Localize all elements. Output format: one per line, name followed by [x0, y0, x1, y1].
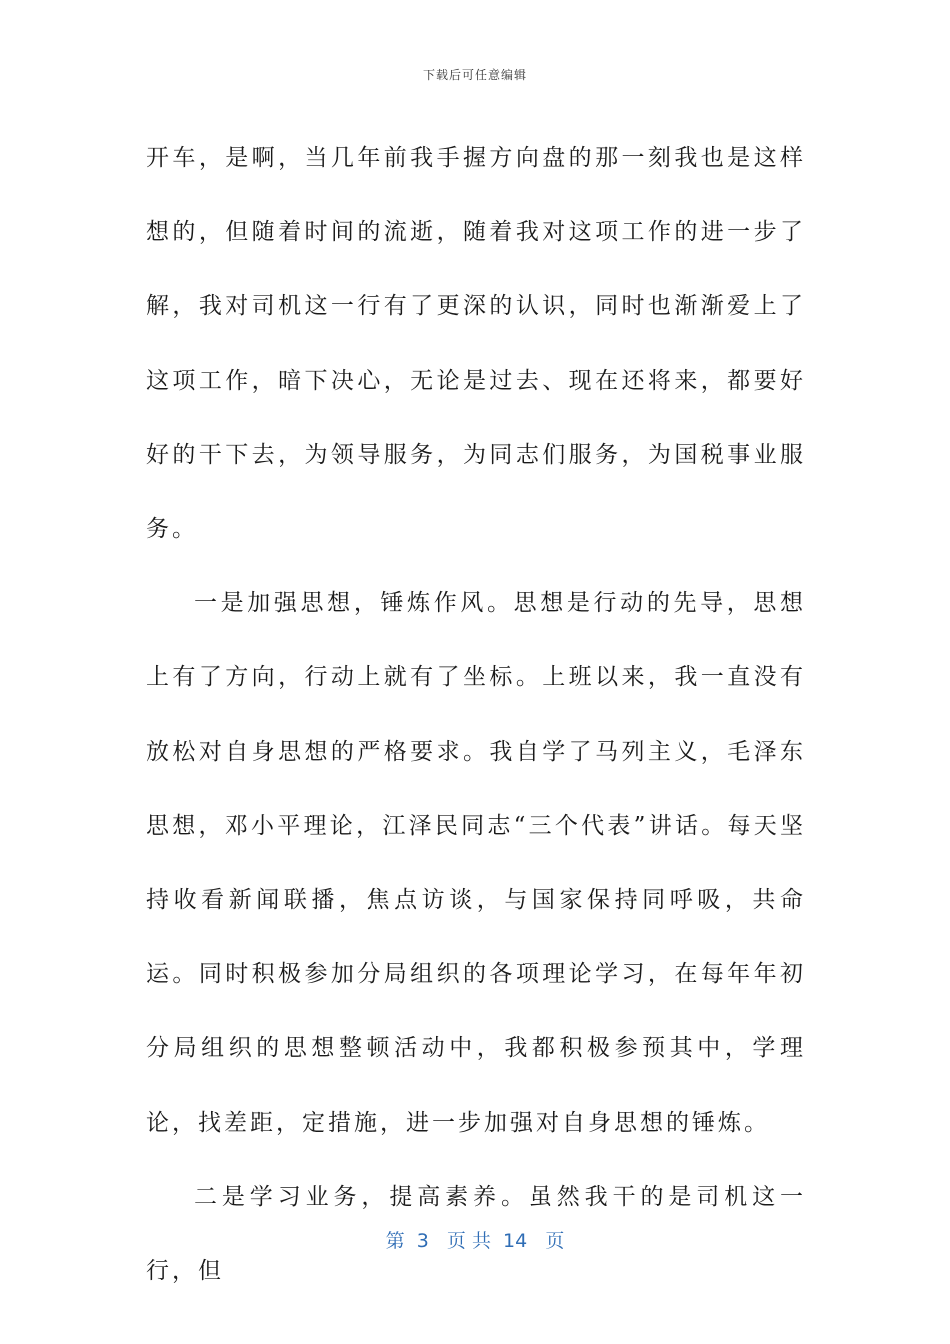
page-number-footer: 第 3 页 共 14 页 [385, 1230, 565, 1252]
header-note: 下载后可任意编辑 [422, 68, 527, 82]
paragraph-1: 开车，是啊，当几年前我手握方向盘的那一刻我也是这样想的，但随着时间的流逝，随着我对这项工作的进一步了解，我对司机这一行有了更深的认识，同时也渐渐爱上了这项工作，暗下决心，无论是过去、现在还将来，都要好好的干下去，为领导服务，为同志们服务，为国税事业服务。 [146, 145, 806, 543]
paragraph-2: 一是加强思想，锤炼作风。思想是行动的先导，思想上有了方向，行动上就有了坐标。上班以来，我一直没有放松对自身思想的严格要求。我自学了马列主义，毛泽东思想，邓小平理论，江泽民同志“三个代表”讲话。每天坚持收看新闻联播，焦点访谈，与国家保持同呼吸，共命运。同时积极参加分局组织的各项理论学习，在每年年初分局组织的思想整顿活动中，我都积极参预其中，学理论，找差距，定措施，进一步加强对自身思想的锤炼。 [146, 590, 806, 1136]
paragraph-3: 二是学习业务，提高素养。虽然我干的是司机这一行，但 [146, 1183, 806, 1285]
body-text [146, 121, 806, 1308]
